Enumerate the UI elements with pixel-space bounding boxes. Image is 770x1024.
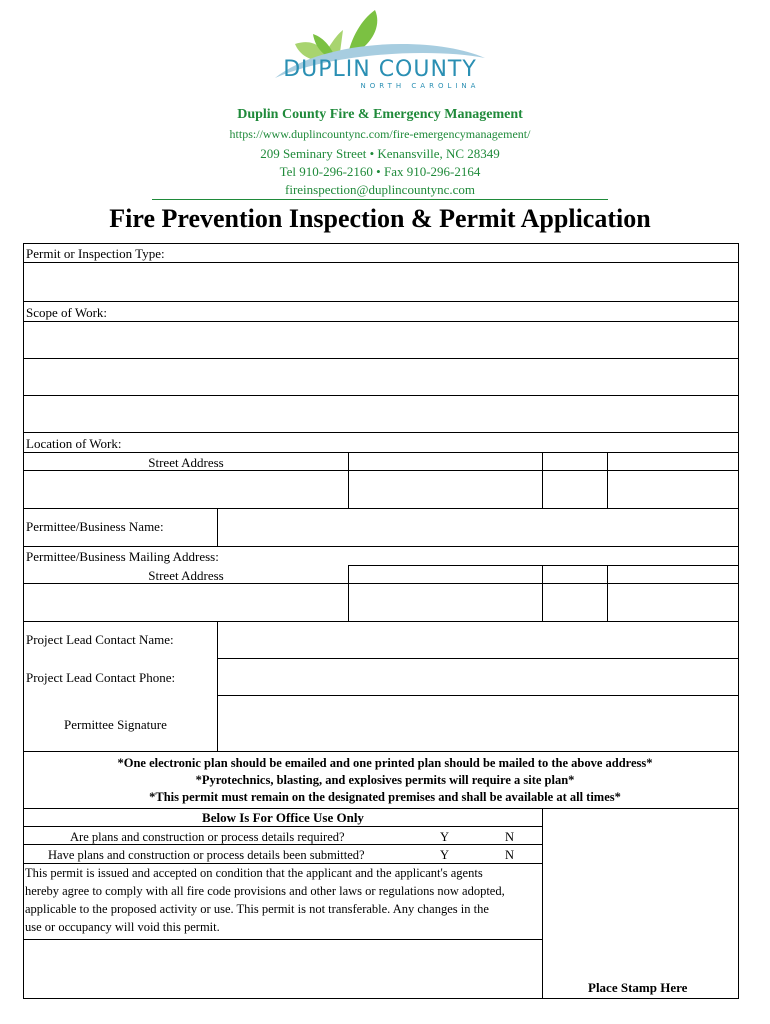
terms-line-4: use or occupancy will void this permit. — [25, 920, 220, 934]
terms-line-3: applicable to the proposed activity or use. This permit is not transferable. Any changes in the — [25, 902, 489, 916]
mailing-top-line — [23, 546, 739, 547]
stamp-area[interactable] — [542, 808, 739, 999]
signature-label: Permittee Signature — [64, 717, 167, 732]
office-q1-no[interactable]: N — [505, 830, 515, 844]
signature-field[interactable] — [217, 695, 739, 752]
note-1: *One electronic plan should be emailed and one printed plan should be mailed to the above address* — [117, 756, 653, 770]
scope-field-3[interactable] — [23, 395, 739, 433]
project-lead-name-field[interactable] — [217, 621, 739, 659]
permittee-name-label: Permittee/Business Name: — [26, 519, 164, 534]
permit-type-label: Permit or Inspection Type: — [26, 246, 165, 261]
mailing-state-field[interactable] — [542, 565, 608, 622]
terms-line-2: hereby agree to comply with all fire code provisions and other laws or regulations now adopted, — [25, 884, 505, 898]
mailing-street-field[interactable] — [23, 583, 349, 622]
header-divider — [152, 199, 608, 200]
location-street-header-box — [23, 452, 349, 471]
permittee-name-field[interactable] — [217, 508, 739, 547]
org-url[interactable]: https://www.duplincountync.com/fire-emergencymanagement/ — [229, 127, 531, 141]
location-street-header: Street Address — [148, 455, 224, 470]
org-name: Duplin County Fire & Emergency Management — [237, 107, 523, 122]
location-city-header-line — [348, 470, 739, 471]
official-signature-field[interactable] — [23, 939, 543, 999]
office-q1: Are plans and construction or process details required? — [70, 830, 345, 844]
note-2: *Pyrotechnics, blasting, and explosives permits will require a site plan* — [195, 773, 575, 787]
project-lead-name-label: Project Lead Contact Name: — [26, 632, 174, 647]
org-phone: Tel 910-296-2160 • Fax 910-296-2164 — [279, 164, 481, 179]
office-q2-yes[interactable]: Y — [440, 848, 450, 862]
logo-name: DUPLIN COUNTY — [283, 57, 477, 82]
scope-field-2[interactable] — [23, 358, 739, 396]
office-q1-yes[interactable]: Y — [440, 830, 450, 844]
office-q2-no[interactable]: N — [505, 848, 515, 862]
org-email[interactable]: fireinspection@duplincountync.com — [285, 182, 475, 197]
location-street-field[interactable] — [23, 470, 349, 509]
office-q2: Have plans and construction or process details been submitted? — [48, 848, 365, 862]
page-title: Fire Prevention Inspection & Permit Application — [109, 204, 651, 233]
office-q2-row — [23, 844, 543, 864]
terms-box — [23, 863, 543, 940]
org-address: 209 Seminary Street • Kenansville, NC 28349 — [260, 146, 500, 161]
signature-row-line — [23, 751, 739, 752]
stamp-label: Place Stamp Here — [588, 980, 688, 995]
project-lead-phone-field[interactable] — [217, 658, 739, 696]
note-3: *This permit must remain on the designated premises and shall be available at all times* — [149, 790, 621, 804]
permit-type-field[interactable] — [23, 262, 739, 302]
scope-field-1[interactable] — [23, 321, 739, 359]
project-lead-phone-label: Project Lead Contact Phone: — [26, 670, 176, 685]
location-label: Location of Work: — [26, 436, 122, 451]
office-title: Below Is For Office Use Only — [202, 810, 364, 825]
location-zip-field[interactable] — [607, 452, 739, 509]
office-q1-row — [23, 826, 543, 845]
scope-label: Scope of Work: — [26, 305, 108, 320]
mailing-city-field[interactable] — [348, 565, 543, 622]
logo-state: NORTH CAROLINA — [360, 82, 480, 90]
terms-line-1: This permit is issued and accepted on condition that the applicant and the applicant's agents — [25, 866, 483, 880]
mailing-header-line — [23, 583, 739, 584]
mailing-street-header: Street Address — [148, 568, 224, 583]
mailing-zip-field[interactable] — [607, 565, 739, 622]
mailing-label: Permittee/Business Mailing Address: — [26, 549, 219, 564]
location-state-field[interactable] — [542, 452, 608, 509]
location-city-field[interactable] — [348, 452, 543, 509]
